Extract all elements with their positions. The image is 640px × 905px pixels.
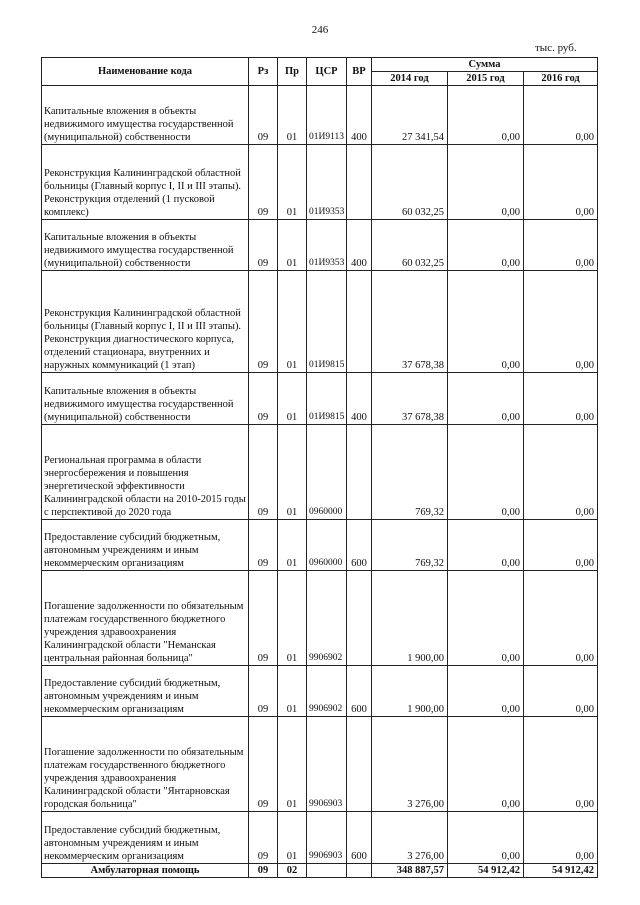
- cell-y2016: 0,00: [524, 571, 598, 666]
- table-row: [42, 271, 598, 373]
- cell-vr: 600: [347, 666, 372, 717]
- cell-y2015: 0,00: [448, 86, 524, 145]
- cell-y2016: 0,00: [524, 271, 598, 373]
- cell-y2014: 37 678,38: [372, 271, 448, 373]
- cell-pr: 01: [278, 373, 307, 425]
- table-row: [42, 373, 598, 425]
- cell-pr: 01: [278, 520, 307, 571]
- cell-y2014: 3 276,00: [372, 717, 448, 812]
- cell-y2014: 27 341,54: [372, 86, 448, 145]
- cell-y2015: 0,00: [448, 271, 524, 373]
- cell-csr: 9906903: [307, 812, 347, 864]
- cell-y2014: 1 900,00: [372, 571, 448, 666]
- table-row: [42, 86, 598, 145]
- cell-rz: 09: [249, 271, 278, 373]
- cell-csr: 9906902: [307, 666, 347, 717]
- total-name: Амбулаторная помощь: [42, 864, 249, 878]
- cell-csr: 01И9353: [307, 145, 347, 220]
- row-name: Реконструкция Калининградской областной больницы (Главный корпус I, II и III этапы). Реконструкция отделений (1 пусковой комплекс): [42, 145, 249, 220]
- cell-y2016: 0,00: [524, 220, 598, 271]
- units-label: тыс. руб.: [535, 42, 577, 54]
- header-name: Наименование кода: [42, 58, 249, 86]
- cell-rz: 09: [249, 717, 278, 812]
- cell-rz: 09: [249, 812, 278, 864]
- cell-y2016: 0,00: [524, 717, 598, 812]
- cell-csr: 01И9353: [307, 220, 347, 271]
- cell-vr: [347, 145, 372, 220]
- header-rz: Рз: [249, 58, 278, 86]
- row-name: Капитальные вложения в объекты недвижимого имущества государственной (муниципальной) собственности: [42, 220, 249, 271]
- row-name: Погашение задолженности по обязательным платежам государственного бюджетного учреждения здравоохранения Калининградской области "Неманская центральная районная больница": [42, 571, 249, 666]
- row-name: Реконструкция Калининградской областной больницы (Главный корпус I, II и III этапы). Реконструкция диагностического корпуса, отделений стационара, внутренних и наружных коммуникаций (1 этап): [42, 271, 249, 373]
- header-vr: ВР: [347, 58, 372, 86]
- cell-rz: 09: [249, 425, 278, 520]
- header-2015: 2015 год: [448, 72, 524, 86]
- table-row: [42, 666, 598, 717]
- cell-y2015: 0,00: [448, 812, 524, 864]
- cell-y2015: 0,00: [448, 373, 524, 425]
- row-name: Предоставление субсидий бюджетным, автономным учреждениям и иным некоммерческим организациям: [42, 666, 249, 717]
- header-sum: Сумма: [372, 58, 598, 72]
- total-vr: [347, 864, 372, 878]
- total-pr: 02: [278, 864, 307, 878]
- total-y2016: 54 912,42: [524, 864, 598, 878]
- cell-y2015: 0,00: [448, 666, 524, 717]
- cell-y2014: 769,32: [372, 425, 448, 520]
- cell-vr: 400: [347, 86, 372, 145]
- budget-table: [41, 57, 598, 878]
- cell-csr: 0960000: [307, 425, 347, 520]
- cell-y2015: 0,00: [448, 145, 524, 220]
- cell-vr: 600: [347, 520, 372, 571]
- cell-pr: 01: [278, 86, 307, 145]
- cell-rz: 09: [249, 520, 278, 571]
- cell-y2015: 0,00: [448, 571, 524, 666]
- cell-pr: 01: [278, 220, 307, 271]
- cell-y2015: 0,00: [448, 220, 524, 271]
- cell-rz: 09: [249, 373, 278, 425]
- cell-vr: [347, 717, 372, 812]
- cell-vr: [347, 425, 372, 520]
- cell-vr: 400: [347, 220, 372, 271]
- cell-csr: 0960000: [307, 520, 347, 571]
- cell-y2016: 0,00: [524, 86, 598, 145]
- cell-y2014: 60 032,25: [372, 145, 448, 220]
- cell-y2016: 0,00: [524, 520, 598, 571]
- cell-csr: 01И9113: [307, 86, 347, 145]
- cell-vr: 600: [347, 812, 372, 864]
- cell-y2015: 0,00: [448, 425, 524, 520]
- cell-rz: 09: [249, 145, 278, 220]
- cell-pr: 01: [278, 571, 307, 666]
- row-name: Региональная программа в области энергосбережения и повышения энергетической эффективности Калининградской области на 2010-2015 годы с перспективой до 2020 года: [42, 425, 249, 520]
- cell-rz: 09: [249, 220, 278, 271]
- cell-rz: 09: [249, 571, 278, 666]
- table-row: [42, 220, 598, 271]
- total-row: [42, 864, 598, 878]
- cell-vr: [347, 571, 372, 666]
- total-rz: 09: [249, 864, 278, 878]
- table-row: [42, 571, 598, 666]
- header-csr: ЦСР: [307, 58, 347, 86]
- cell-y2016: 0,00: [524, 425, 598, 520]
- header-2014: 2014 год: [372, 72, 448, 86]
- cell-y2016: 0,00: [524, 373, 598, 425]
- table-row: [42, 145, 598, 220]
- cell-y2014: 60 032,25: [372, 220, 448, 271]
- cell-pr: 01: [278, 717, 307, 812]
- cell-pr: 01: [278, 271, 307, 373]
- row-name: Капитальные вложения в объекты недвижимого имущества государственной (муниципальной) собственности: [42, 373, 249, 425]
- cell-y2016: 0,00: [524, 812, 598, 864]
- cell-csr: 9906902: [307, 571, 347, 666]
- cell-pr: 01: [278, 145, 307, 220]
- total-csr: [307, 864, 347, 878]
- table-row: [42, 520, 598, 571]
- cell-vr: 400: [347, 373, 372, 425]
- cell-rz: 09: [249, 86, 278, 145]
- table-row: [42, 812, 598, 864]
- table-row: [42, 425, 598, 520]
- header-2016: 2016 год: [524, 72, 598, 86]
- cell-pr: 01: [278, 425, 307, 520]
- cell-csr: 01И9815: [307, 271, 347, 373]
- table-row: [42, 717, 598, 812]
- header-pr: Пр: [278, 58, 307, 86]
- cell-y2014: 3 276,00: [372, 812, 448, 864]
- cell-y2014: 1 900,00: [372, 666, 448, 717]
- cell-csr: 9906903: [307, 717, 347, 812]
- total-y2014: 348 887,57: [372, 864, 448, 878]
- cell-vr: [347, 271, 372, 373]
- cell-y2016: 0,00: [524, 145, 598, 220]
- cell-y2016: 0,00: [524, 666, 598, 717]
- cell-pr: 01: [278, 812, 307, 864]
- cell-y2014: 769,32: [372, 520, 448, 571]
- cell-y2015: 0,00: [448, 520, 524, 571]
- row-name: Погашение задолженности по обязательным платежам государственного бюджетного учреждения здравоохранения Калининградской области "Янтарновская городская больница": [42, 717, 249, 812]
- cell-y2014: 37 678,38: [372, 373, 448, 425]
- cell-rz: 09: [249, 666, 278, 717]
- page-number: 246: [311, 24, 329, 36]
- row-name: Капитальные вложения в объекты недвижимого имущества государственной (муниципальной) собственности: [42, 86, 249, 145]
- row-name: Предоставление субсидий бюджетным, автономным учреждениям и иным некоммерческим организациям: [42, 812, 249, 864]
- cell-pr: 01: [278, 666, 307, 717]
- total-y2015: 54 912,42: [448, 864, 524, 878]
- cell-y2015: 0,00: [448, 717, 524, 812]
- row-name: Предоставление субсидий бюджетным, автономным учреждениям и иным некоммерческим организациям: [42, 520, 249, 571]
- cell-csr: 01И9815: [307, 373, 347, 425]
